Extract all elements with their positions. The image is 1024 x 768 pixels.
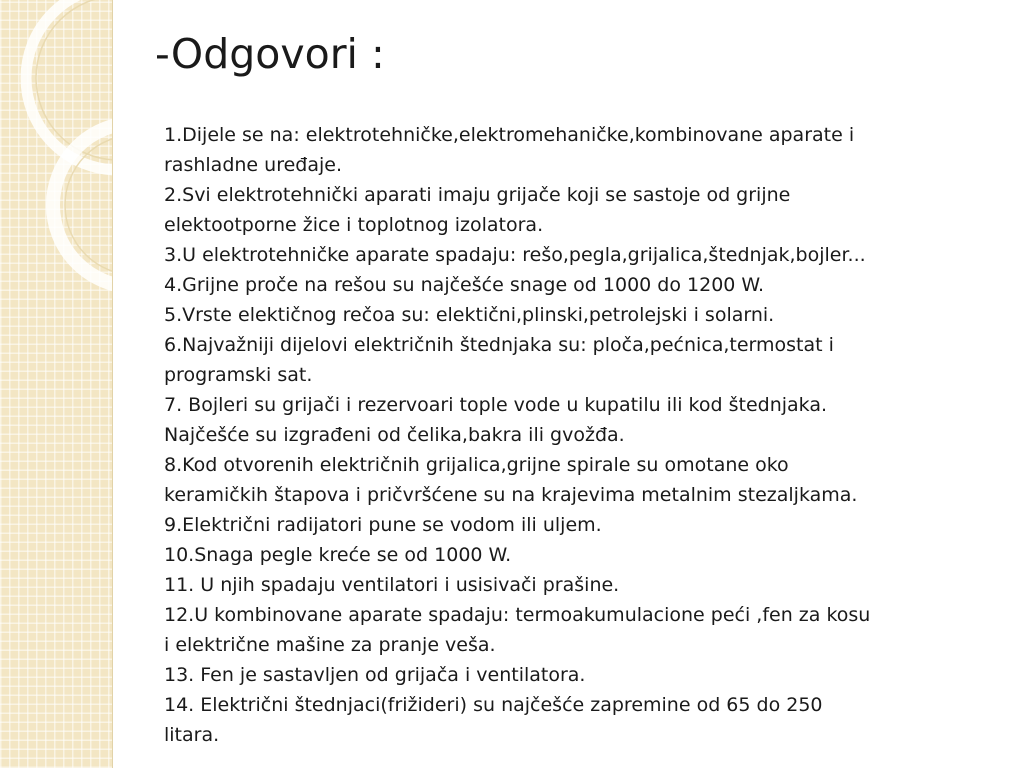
slide-title: -Odgovori : xyxy=(155,30,385,78)
answer-line: 8.Kod otvorenih električnih grijalica,grijne spirale su omotane oko xyxy=(164,454,789,476)
answer-line: 4.Grijne proče na rešou su najčešće snage od 1000 do 1200 W. xyxy=(164,274,765,296)
answer-line: 10.Snaga pegle kreće se od 1000 W. xyxy=(164,544,512,566)
decorative-sidebar xyxy=(0,0,113,768)
answer-line: 12.U kombinovane aparate spadaju: termoakumulacione peći ,fen za kosu xyxy=(164,604,871,626)
answer-line: 13. Fen je sastavljen od grijača i ventilatora. xyxy=(164,664,586,686)
answer-line: keramičkih štapova i pričvršćene su na krajevima metalnim stezaljkama. xyxy=(164,484,858,506)
answer-line: 2.Svi elektrotehnički aparati imaju grijače koji se sastoje od grijne xyxy=(164,184,791,206)
decorative-rings-icon xyxy=(0,0,112,768)
answer-line: 7. Bojleri su grijači i rezervoari tople vode u kupatilu ili kod štednjaka. xyxy=(164,394,828,416)
answer-line: programski sat. xyxy=(164,364,313,386)
answer-line: 9.Električni radijatori pune se vodom ili uljem. xyxy=(164,514,602,536)
answer-line: 1.Dijele se na: elektrotehničke,elektromehaničke,kombinovane aparate i xyxy=(164,124,855,146)
answer-line: 6.Najvažniji dijelovi električnih štednjaka su: ploča,pećnica,termostat i xyxy=(164,334,834,356)
answer-line: litara. xyxy=(164,724,220,746)
answer-line: 5.Vrste elektičnog rečoa su: elektični,plinski,petrolejski i solarni. xyxy=(164,304,775,326)
answer-list xyxy=(164,120,994,750)
answer-line: 11. U njih spadaju ventilatori i usisivači prašine. xyxy=(164,574,620,596)
answer-line: elektootporne žice i toplotnog izolatora. xyxy=(164,214,544,236)
answer-line: Najčešće su izgrađeni od čelika,bakra ili gvožđa. xyxy=(164,424,625,446)
answer-line: 3.U elektrotehničke aparate spadaju: rešo,pegla,grijalica,štednjak,bojler... xyxy=(164,244,866,266)
answer-line: i električne mašine za pranje veša. xyxy=(164,634,496,656)
answer-line: rashladne uređaje. xyxy=(164,154,342,176)
answer-line: 14. Električni štednjaci(frižideri) su najčešće zapremine od 65 do 250 xyxy=(164,694,823,716)
